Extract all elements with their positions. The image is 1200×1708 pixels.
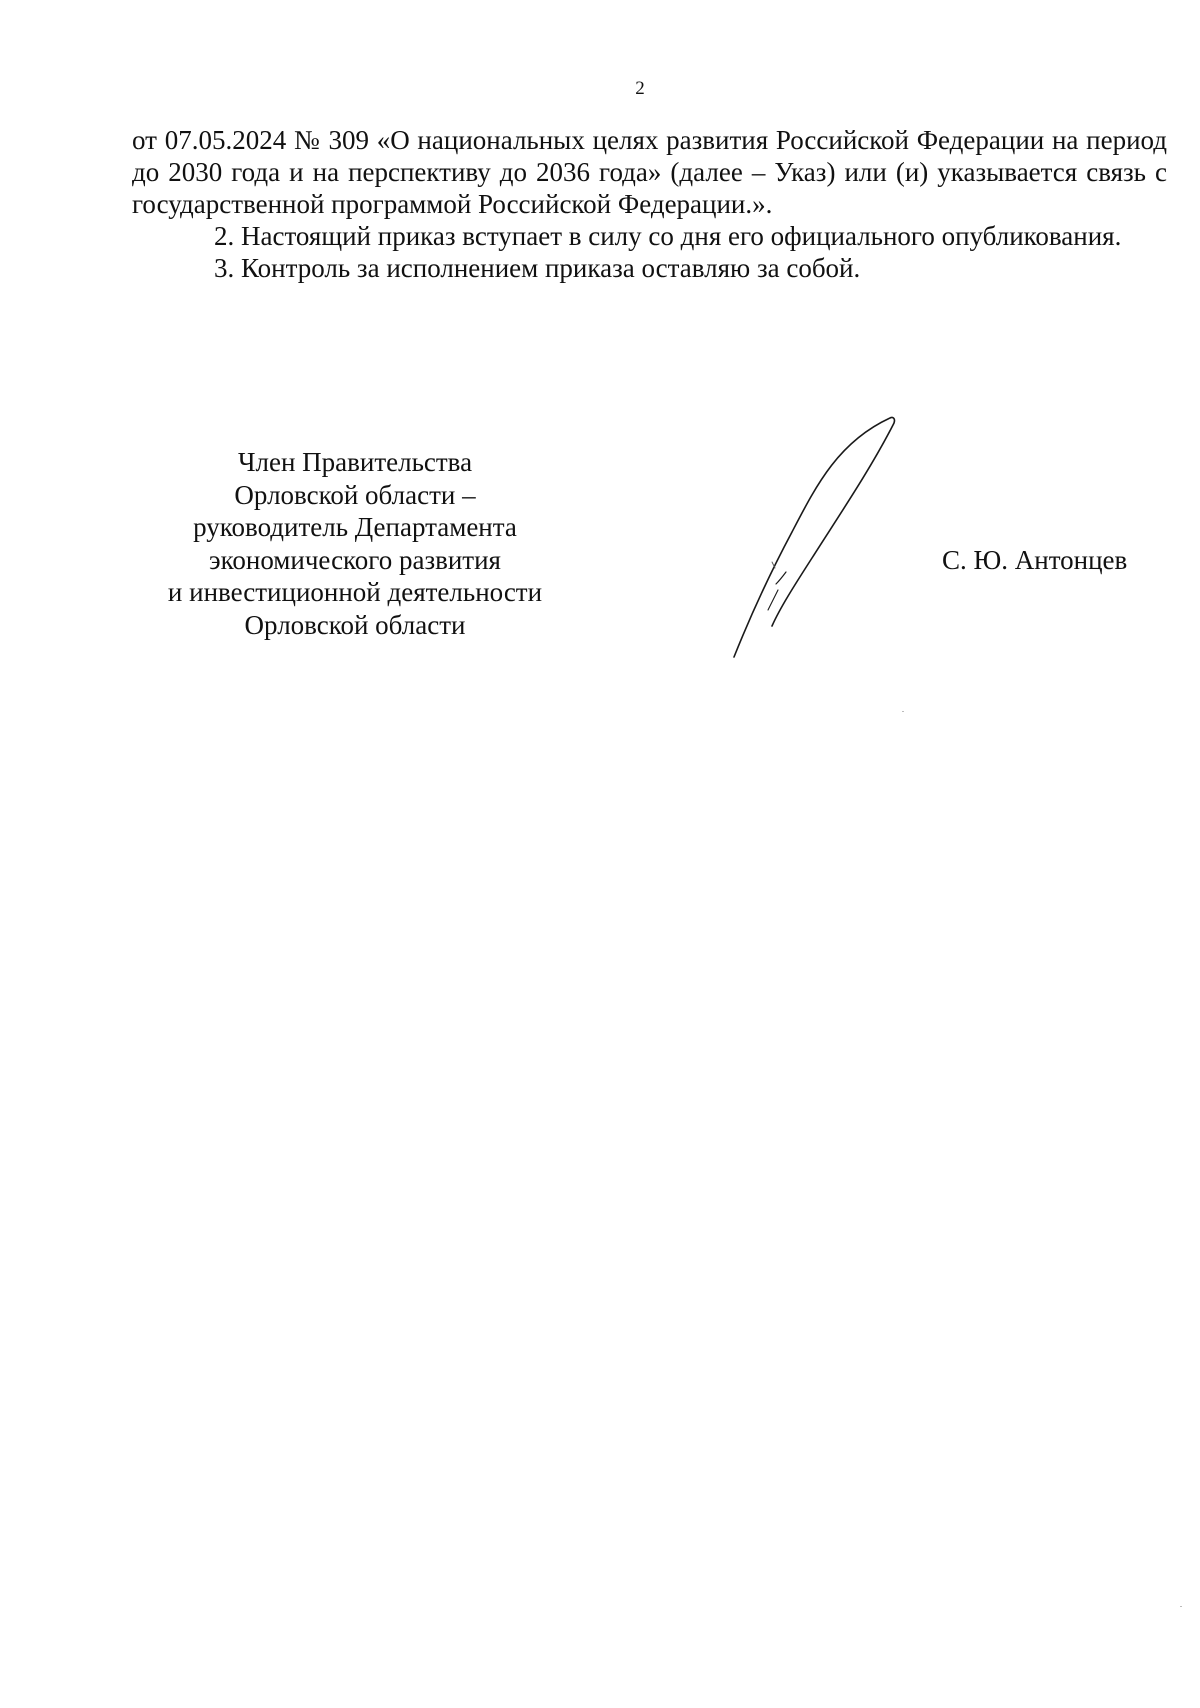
paragraph-continuation: от 07.05.2024 № 309 «О национальных целях развития Российской Федерации на период до 2030 года и на перспективу до 2036 года» (далее – Указ) или (и) указывается связь с государственной программой Российской Федерации.». <box>132 125 1167 219</box>
signatory-title-line: Член Правительства <box>237 447 473 477</box>
document-body <box>132 124 1167 284</box>
paragraph-item-3: 3. Контроль за исполнением приказа оставляю за собой. <box>214 253 861 283</box>
scan-speck <box>902 711 904 712</box>
scan-speck <box>1180 1606 1182 1607</box>
signatory-title-line: экономического развития <box>209 544 501 575</box>
page-number: 2 <box>635 78 645 99</box>
signatory-name: С. Ю. Антонцев <box>942 545 1128 575</box>
paragraph-item-2: 2. Настоящий приказ вступает в силу со дня его официального опубликования. <box>214 221 1122 251</box>
signatory-title <box>130 446 580 641</box>
signatory-title-line: и инвестиционной деятельности <box>167 577 543 607</box>
signatory-title-line: Орловской области – <box>234 479 476 510</box>
signatory-title-line: Орловской области <box>244 609 466 640</box>
signatory-title-line: руководитель Департамента <box>193 512 517 542</box>
handwritten-signature <box>720 412 910 667</box>
